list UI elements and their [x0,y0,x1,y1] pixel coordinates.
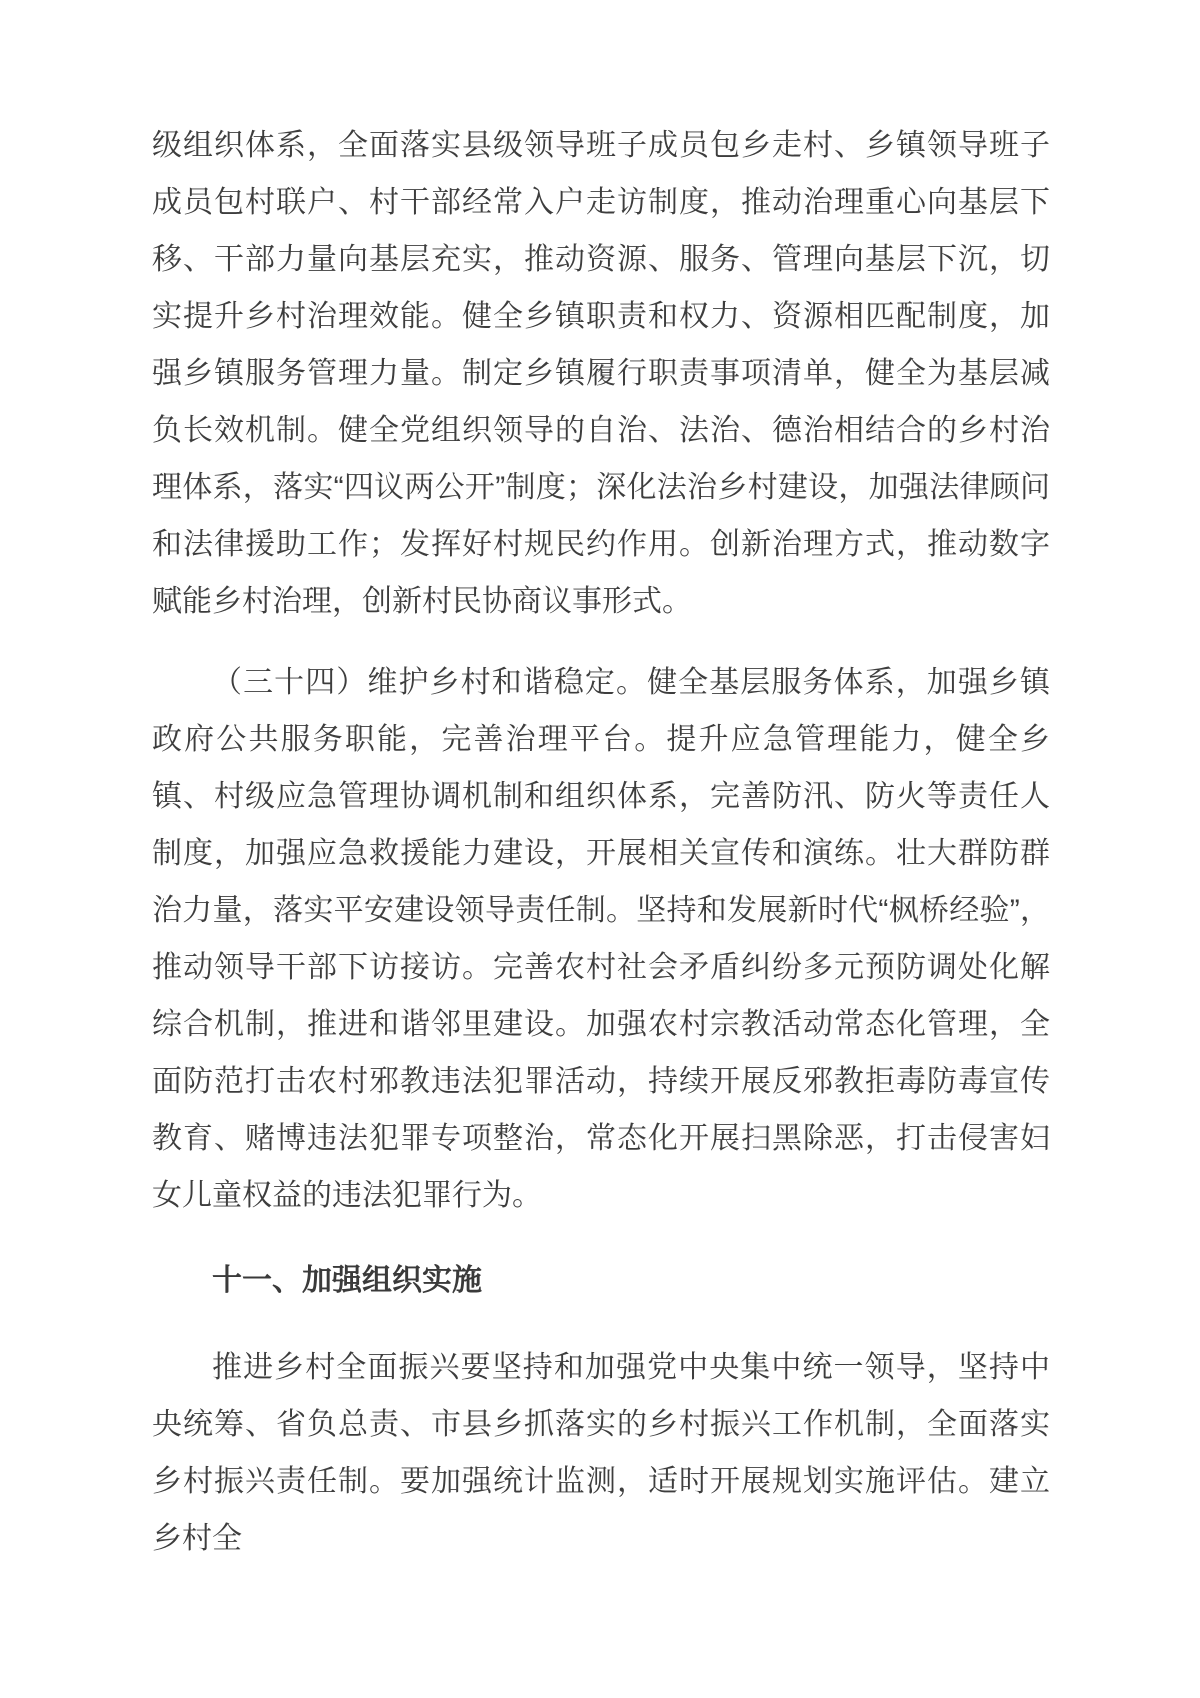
paragraph-item-34: （三十四）维护乡村和谐稳定。健全基层服务体系，加强乡镇政府公共服务职能，完善治理平台。提升应急管理能力，健全乡镇、村级应急管理协调机制和组织体系，完善防汛、防火等责任人制度，加强应急救援能力建设，开展相关宣传和演练。壮大群防群治力量，落实平安建设领导责任制。坚持和发展新时代“枫桥经验”，推动领导干部下访接访。完善农村社会矛盾纠纷多元预防调处化解综合机制，推进和谐邻里建设。加强农村宗教活动常态化管理，全面防范打击农村邪教违法犯罪活动，持续开展反邪教拒毒防毒宣传教育、赌博违法犯罪专项整治，常态化开展扫黑除恶，打击侵害妇女儿童权益的违法犯罪行为。 [152,666,1050,1212]
section-heading: 十一、加强组织实施 [212,1264,482,1297]
paragraph-body: 推进乡村全面振兴要坚持和加强党中央集中统一领导，坚持中央统筹、省负总责、市县乡抓落实的乡村振兴工作机制，全面落实乡村振兴责任制。要加强统计监测，适时开展规划实施评估。建立乡村全 [152,1351,1050,1555]
paragraph-body-continuation: 级组织体系，全面落实县级领导班子成员包乡走村、乡镇领导班子成员包村联户、村干部经常入户走访制度，推动治理重心向基层下移、干部力量向基层充实，推动资源、服务、管理向基层下沉，切实提升乡村治理效能。健全乡镇职责和权力、资源相匹配制度，加强乡镇服务管理力量。制定乡镇履行职责事项清单，健全为基层减负长效机制。健全党组织领导的自治、法治、德治相结合的乡村治理体系，落实“四议两公开”制度；深化法治乡村建设，加强法律顾问和法律援助工作；发挥好村规民约作用。创新治理方式，推动数字赋能乡村治理，创新村民协商议事形式。 [152,129,1050,618]
